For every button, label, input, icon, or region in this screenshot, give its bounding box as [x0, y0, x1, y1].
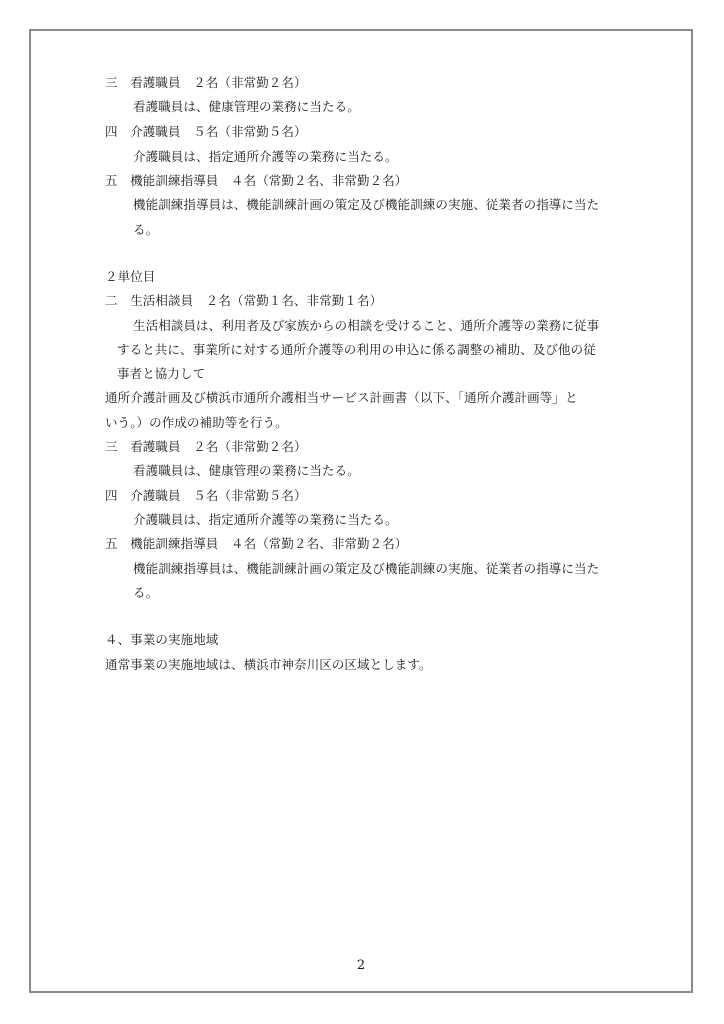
unit2-trainer-duty-2: る。: [133, 585, 159, 600]
document-page: [29, 29, 693, 993]
unit2-title: ２単位目: [105, 269, 156, 284]
unit2-counselor-body-1: 生活相談員は、利用者及び家族からの相談を受けること、通所介護等の業務に従事: [133, 318, 600, 333]
section4-body: 通常事業の実施地域は、横浜市神奈川区の区域とします。: [105, 657, 432, 672]
unit2-counselor-body-2: すると共に、事業所に対する通所介護等の利用の申込に係る調整の補助、及び他の従: [117, 342, 596, 357]
unit2-trainer-duty-1: 機能訓練指導員は、機能訓練計画の策定及び機能訓練の実施、従業者の指導に当た: [133, 561, 600, 576]
unit2-care-heading: 四 介護職員 ５名（非常勤５名）: [105, 488, 307, 503]
unit2-care-duty: 介護職員は、指定通所介護等の業務に当たる。: [133, 512, 398, 527]
page-number: 2: [356, 958, 366, 973]
unit1-trainer-duty-2: る。: [133, 222, 159, 237]
unit2-nurse-heading: 三 看護職員 ２名（非常勤２名）: [105, 439, 307, 454]
unit2-counselor-body-3: 事者と協力して: [117, 366, 206, 381]
section4-title: ４、事業の実施地域: [105, 632, 219, 647]
unit2-trainer-heading: 五 機能訓練指導員 ４名（常勤２名、非常勤２名）: [105, 536, 408, 551]
unit2-counselor-heading: 二 生活相談員 ２名（常勤１名、非常勤１名）: [105, 293, 383, 308]
unit2-counselor-body-4: 通所介護計画及び横浜市通所介護相当サービス計画書（以下、「通所介護計画等」と: [105, 390, 578, 405]
unit1-trainer-duty-1: 機能訓練指導員は、機能訓練計画の策定及び機能訓練の実施、従業者の指導に当た: [133, 197, 600, 212]
unit1-care-heading: 四 介護職員 ５名（非常勤５名）: [105, 124, 307, 139]
unit1-nurse-duty: 看護職員は、健康管理の業務に当たる。: [133, 99, 360, 114]
unit1-trainer-heading: 五 機能訓練指導員 ４名（常勤２名、非常勤２名）: [105, 173, 408, 188]
unit1-care-duty: 介護職員は、指定通所介護等の業務に当たる。: [133, 149, 398, 164]
unit2-counselor-body-5: いう。）の作成の補助等を行う。: [105, 415, 288, 430]
unit2-nurse-duty: 看護職員は、健康管理の業務に当たる。: [133, 463, 360, 478]
unit1-nurse-heading: 三 看護職員 ２名（非常勤２名）: [105, 75, 307, 90]
